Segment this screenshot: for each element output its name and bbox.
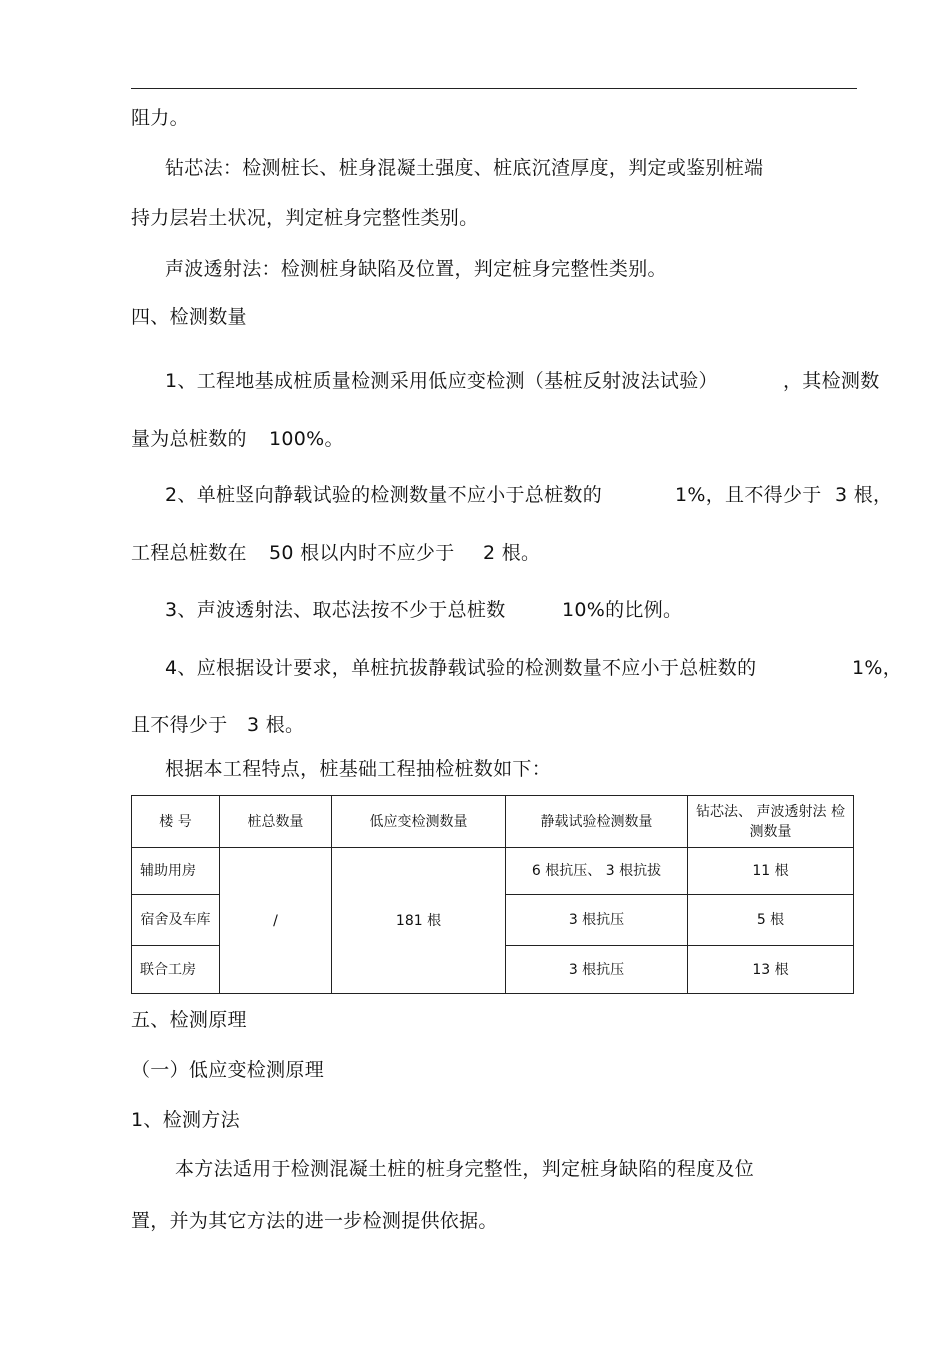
cell-static: 3 根抗压	[506, 946, 688, 994]
inspection-table	[131, 795, 854, 994]
section-heading: 五、检测原理	[131, 1009, 247, 1031]
text-line: 3 根，	[835, 484, 893, 506]
header-total: 桩总数量	[220, 796, 332, 848]
text-line: 量为总桩数的	[131, 428, 247, 450]
text-line: 3、声波透射法、取芯法按不少于总桩数	[165, 599, 506, 621]
cell-building: 联合工房	[132, 946, 220, 994]
subsection-heading: （一）低应变检测原理	[131, 1059, 325, 1081]
text-line: 50 根以内时不应少于	[269, 542, 455, 564]
text-line: 2、单桩竖向静载试验的检测数量不应小于总桩数的	[165, 484, 602, 506]
table-row	[132, 848, 854, 895]
text-line: 10%的比例。	[562, 599, 683, 621]
text-line: 2 根。	[483, 542, 541, 564]
section-heading: 四、检测数量	[131, 306, 247, 328]
header-low-strain: 低应变检测数量	[332, 796, 506, 848]
text-line: 持力层岩土状况，判定桩身完整性类别。	[131, 207, 479, 229]
text-line: 1%，且不得少于	[675, 484, 822, 506]
text-line: 置，并为其它方法的进一步检测提供依据。	[131, 1210, 498, 1232]
text-line: 100%。	[269, 428, 344, 450]
cell-core-sonic: 11 根	[688, 848, 854, 895]
header-rule	[131, 88, 857, 89]
text-line: 声波透射法：检测桩身缺陷及位置，判定桩身完整性类别。	[165, 258, 667, 280]
text-line: 1、工程地基成桩质量检测采用低应变检测（基桩反射波法试验）	[165, 370, 718, 392]
text-line: 根据本工程特点，桩基础工程抽检桩数如下：	[165, 758, 552, 780]
cell-low-strain: 181 根	[332, 848, 506, 994]
cell-building: 宿舍及车库	[132, 895, 220, 946]
cell-building: 辅助用房	[132, 848, 220, 895]
text-line: 工程总桩数在	[131, 542, 247, 564]
text-line: ，其检测数	[783, 370, 880, 392]
text-line: 1%，	[852, 657, 903, 679]
cell-total: /	[220, 848, 332, 994]
header-building: 楼 号	[132, 796, 220, 848]
cell-core-sonic: 13 根	[688, 946, 854, 994]
text-line: 本方法适用于检测混凝土桩的桩身完整性，判定桩身缺陷的程度及位	[175, 1158, 755, 1180]
text-line: 阻力。	[131, 107, 189, 129]
cell-static: 6 根抗压、 3 根抗拔	[506, 848, 688, 895]
header-core-sonic: 钻芯法、 声波透射法 检测数量	[688, 796, 854, 848]
text-line: 4、应根据设计要求，单桩抗拔静载试验的检测数量不应小于总桩数的	[165, 657, 757, 679]
text-line: 且不得少于	[131, 714, 228, 736]
subsection-heading: 1、检测方法	[131, 1109, 240, 1131]
text-line: 3 根。	[247, 714, 305, 736]
text-line: 钻芯法：检测桩长、桩身混凝土强度、桩底沉渣厚度，判定或鉴别桩端	[165, 157, 764, 179]
header-static: 静载试验检测数量	[506, 796, 688, 848]
cell-static: 3 根抗压	[506, 895, 688, 946]
cell-core-sonic: 5 根	[688, 895, 854, 946]
